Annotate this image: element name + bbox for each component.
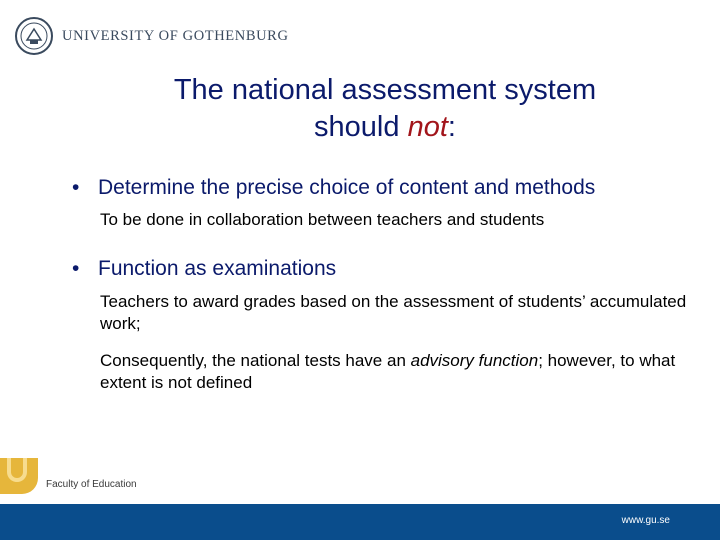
title-line-1: The national assessment system [173, 74, 597, 106]
bullet-text: Determine the precise choice of content and methods [98, 176, 596, 199]
sub-text: Consequently, the national tests have an [100, 351, 411, 370]
sub-item [100, 350, 690, 394]
bullet-dot-icon: • [72, 176, 80, 199]
sub-text: ; however, to what extent is not defined [100, 351, 676, 392]
title-emphasis: not [407, 111, 448, 143]
university-name: UNIVERSITY OF GOTHENBURG [62, 27, 289, 44]
slide-title [100, 72, 670, 146]
sub-emphasis: advisory function [410, 351, 539, 370]
university-header [14, 15, 289, 57]
title-text: should [314, 111, 408, 143]
university-seal-icon [14, 16, 54, 56]
bullet-item [72, 175, 596, 201]
bullet-item [72, 256, 337, 282]
bullet-dot-icon: • [72, 257, 80, 280]
bullet-text: Function as examinations [98, 257, 337, 280]
faculty-mark [0, 458, 137, 494]
faculty-logo-icon [0, 458, 38, 494]
footer-url: www.gu.se [621, 515, 670, 526]
faculty-label: Faculty of Education [46, 478, 137, 490]
title-colon: : [447, 111, 456, 143]
title-line-2 [100, 109, 670, 146]
footer-bar [0, 504, 720, 540]
sub-item: To be done in collaboration between teachers and students [100, 210, 545, 229]
sub-item: Teachers to award grades based on the assessment of students’ accumulated work; [100, 292, 687, 333]
